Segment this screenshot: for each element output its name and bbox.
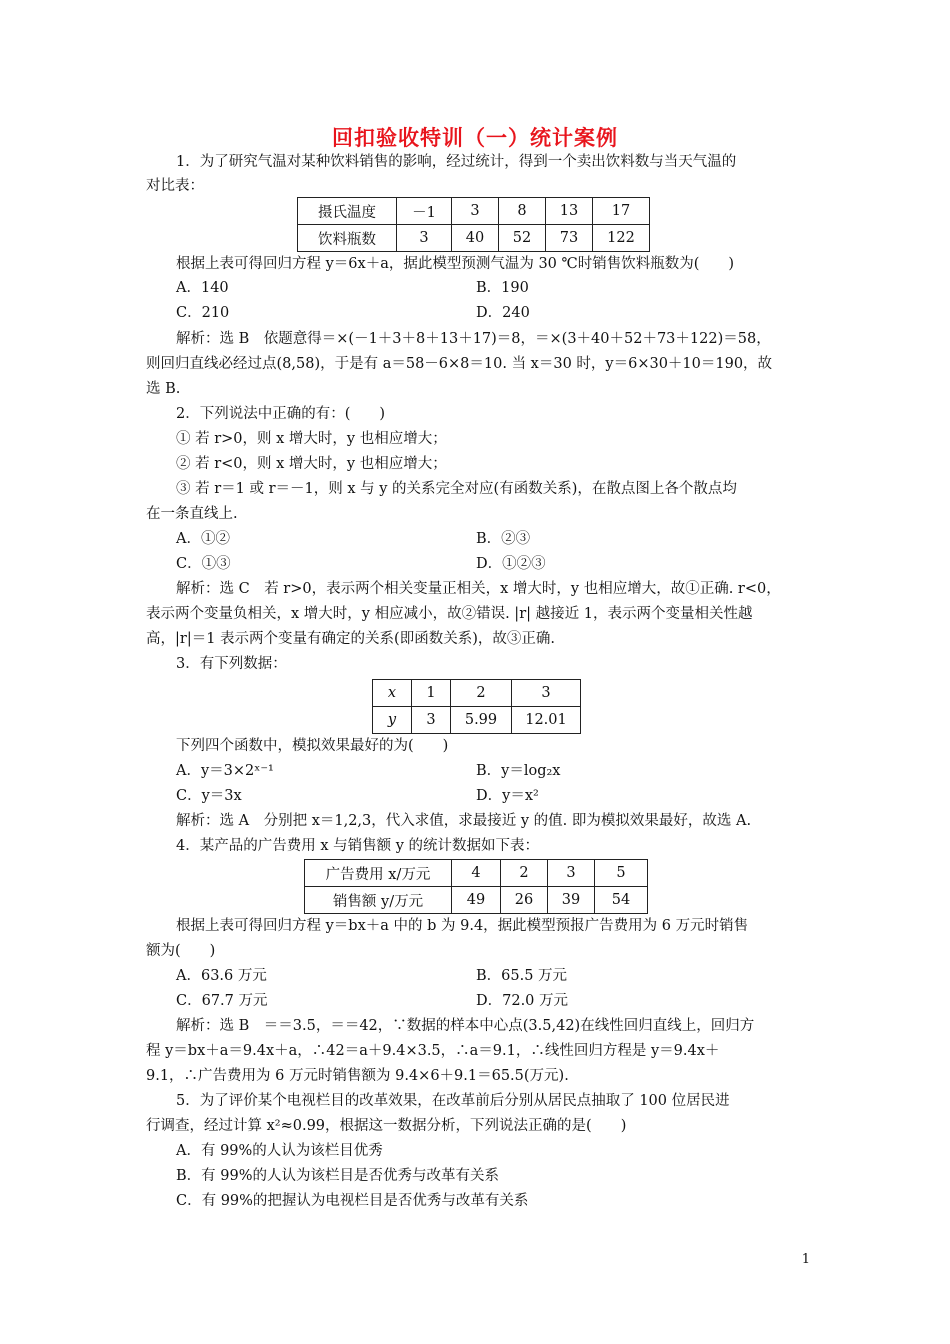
q2-item-3-line2: 在一条直线上.: [146, 506, 238, 522]
q1-option-d: D．240: [476, 305, 530, 321]
q1-stem-line3: 根据上表可得回归方程 y＝6x＋a，据此模型预测气温为 30 ℃时销售饮料瓶数为( ): [176, 256, 735, 272]
q2-option-a: A．①②: [176, 531, 230, 547]
q2-solution-line1: 解析：选 C 若 r>0，表示两个相关变量正相关，x 增大时，y 也相应增大，故①正确. r<0，: [176, 581, 781, 597]
table-row: [298, 198, 650, 225]
table-cell: 3: [512, 680, 581, 707]
q2-item-2: ② 若 r<0，则 x 增大时，y 也相应增大；: [176, 456, 447, 472]
q4-stem: 4．某产品的广告费用 x 与销售额 y 的统计数据如下表：: [176, 838, 540, 854]
table-cell: y: [373, 707, 412, 734]
q3-stem-line2: 下列四个函数中，模拟效果最好的为( ): [176, 738, 449, 754]
page-number: 1: [801, 1252, 810, 1267]
table-cell: 饮料瓶数: [298, 225, 397, 252]
table-cell: 摄氏温度: [298, 198, 397, 225]
q3-solution: 解析：选 A 分别把 x＝1,2,3，代入求值，求最接近 y 的值. 即为模拟效果最好，故选 A.: [176, 813, 752, 829]
q1-option-b: B．190: [476, 280, 529, 296]
q2-option-d: D．①②③: [476, 556, 546, 572]
table-cell: 39: [548, 887, 595, 914]
table-cell: 3: [452, 198, 499, 225]
q1-solution-line3: 选 B.: [146, 381, 181, 397]
table-cell: 17: [593, 198, 650, 225]
table-cell: 销售额 y/万元: [305, 887, 452, 914]
table-cell: 26: [501, 887, 548, 914]
q5-option-a: A．有 99%的人认为该栏目优秀: [176, 1143, 383, 1159]
table-cell: 5: [595, 860, 648, 887]
q1-solution-line2: 则回归直线必经过点(8,58)，于是有 a＝58－6×8＝10. 当 x＝30 时，y＝6×30＋10＝190，故: [146, 356, 773, 372]
table-cell: 49: [452, 887, 501, 914]
table-row: [298, 225, 650, 252]
table-cell: －1: [397, 198, 452, 225]
q1-option-c: C．210: [176, 305, 230, 321]
q3-table: [372, 679, 581, 734]
q3-option-d: D．y＝x²: [476, 788, 539, 804]
table-row: [373, 680, 581, 707]
table-cell: 40: [452, 225, 499, 252]
q3-option-c: C．y＝3x: [176, 788, 242, 804]
q4-stem-line3: 额为( ): [146, 943, 216, 959]
page-title: 回扣验收特训（一）统计案例: [332, 126, 618, 150]
table-cell: 广告费用 x/万元: [305, 860, 452, 887]
q2-option-c: C．①③: [176, 556, 231, 572]
table-cell: 73: [546, 225, 593, 252]
table-cell: 8: [499, 198, 546, 225]
table-cell: 3: [548, 860, 595, 887]
table-cell: 122: [593, 225, 650, 252]
q3-option-b: B．y＝log₂x: [476, 763, 561, 779]
table-cell: 2: [451, 680, 512, 707]
q4-option-b: B．65.5 万元: [476, 968, 568, 984]
q1-table: [297, 197, 650, 252]
table-cell: 3: [412, 707, 451, 734]
q5-option-c: C．有 99%的把握认为电视栏目是否优秀与改革有关系: [176, 1193, 529, 1209]
q4-solution-line2: 程 y＝bx＋a＝9.4x＋a，∴42＝a＋9.4×3.5，∴a＝9.1，∴线性回归方程是 y＝9.4x＋: [146, 1043, 720, 1059]
table-row: [305, 860, 648, 887]
q1-stem-line1: 1．为了研究气温对某种饮料销售的影响，经过统计，得到一个卖出饮料数与当天气温的: [176, 154, 737, 170]
table-cell: 13: [546, 198, 593, 225]
table-cell: 5.99: [451, 707, 512, 734]
q1-option-a: A．140: [176, 280, 229, 296]
table-cell: 12.01: [512, 707, 581, 734]
q1-solution-line1: 解析：选 B 依题意得＝×(－1＋3＋8＋13＋17)＝8，＝×(3＋40＋52＋73＋122)＝58，: [176, 331, 771, 347]
table-cell: 54: [595, 887, 648, 914]
table-cell: 4: [452, 860, 501, 887]
q2-item-3-line1: ③ 若 r＝1 或 r＝－1，则 x 与 y 的关系完全对应(有函数关系)，在散点图上各个散点均: [176, 481, 737, 497]
q4-option-c: C．67.7 万元: [176, 993, 268, 1009]
table-row: [373, 707, 581, 734]
q4-solution-line1: 解析：选 B ＝＝3.5，＝＝42，∵数据的样本中心点(3.5,42)在线性回归直线上，回归方: [176, 1018, 755, 1034]
q2-solution-line3: 高，|r|＝1 表示两个变量有确定的关系(即函数关系)，故③正确.: [146, 631, 555, 647]
q2-item-1: ① 若 r>0，则 x 增大时，y 也相应增大；: [176, 431, 447, 447]
table-cell: x: [373, 680, 412, 707]
q5-stem-line1: 5．为了评价某个电视栏目的改革效果，在改革前后分别从居民点抽取了 100 位居民进: [176, 1093, 730, 1109]
q4-solution-line3: 9.1，∴广告费用为 6 万元时销售额为 9.4×6＋9.1＝65.5(万元).: [146, 1068, 569, 1084]
table-cell: 2: [501, 860, 548, 887]
q4-option-a: A．63.6 万元: [176, 968, 267, 984]
q2-stem: 2．下列说法中正确的有：( ): [176, 406, 386, 422]
table-cell: 3: [397, 225, 452, 252]
table-row: [305, 887, 648, 914]
q1-stem-line2: 对比表：: [146, 178, 204, 194]
q4-stem-line2: 根据上表可得回归方程 y＝bx＋a 中的 b 为 9.4，据此模型预报广告费用为 6 万元时销售: [176, 918, 749, 934]
q3-option-a: A．y＝3×2ˣ⁻¹: [176, 763, 274, 779]
q4-option-d: D．72.0 万元: [476, 993, 569, 1009]
q5-stem-line2: 行调查，经过计算 x²≈0.99，根据这一数据分析，下列说法正确的是( ): [146, 1118, 627, 1134]
q3-stem: 3．有下列数据：: [176, 656, 287, 672]
table-cell: 1: [412, 680, 451, 707]
q2-solution-line2: 表示两个变量负相关，x 增大时，y 相应减小，故②错误. |r| 越接近 1，表示两个变量相关性越: [146, 606, 753, 622]
q5-option-b: B．有 99%的人认为该栏目是否优秀与改革有关系: [176, 1168, 499, 1184]
q2-option-b: B．②③: [476, 531, 531, 547]
table-cell: 52: [499, 225, 546, 252]
q4-table: [304, 859, 648, 914]
